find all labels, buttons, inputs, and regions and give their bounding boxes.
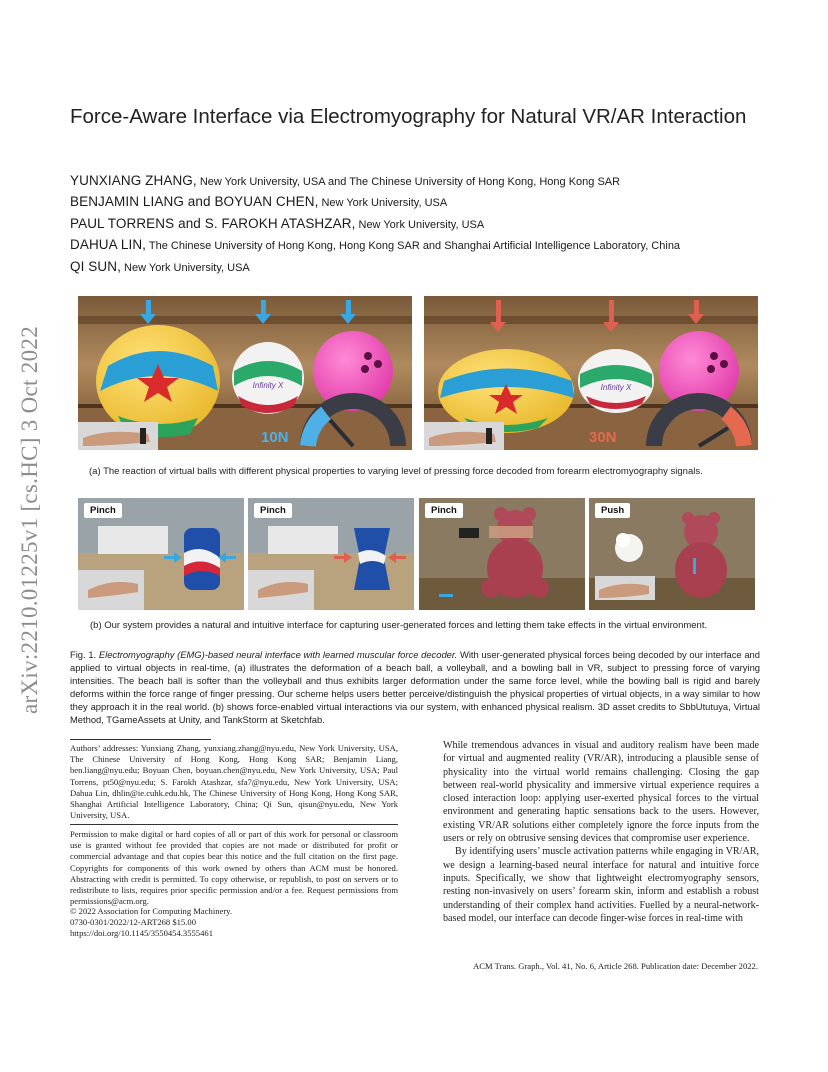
figure-1-caption (70, 648, 760, 727)
force-readout-low: 10N (261, 429, 289, 446)
figure-b-panel-2 (248, 498, 414, 610)
author-names: YUNXIANG ZHANG, (70, 173, 197, 188)
paper-title: Force-Aware Interface via Electromyography for Natural VR/AR Interaction (70, 105, 747, 128)
volleyball-label: Infinity X (600, 383, 632, 392)
author-names: PAUL TORRENS and S. FAROKH ATASHZAR, (70, 215, 356, 231)
running-footer: ACM Trans. Graph., Vol. 41, No. 6, Article 268. Publication date: December 2022. (473, 961, 758, 971)
ball-scene-low-force (78, 296, 412, 450)
doi-link[interactable]: https://doi.org/10.1145/3550454.3555461 (70, 928, 213, 938)
author-line (70, 192, 680, 213)
author-affiliation: New York University, USA (318, 197, 448, 210)
issn-line: 0730-0301/2022/12-ART268 $15.00 (70, 917, 196, 927)
ball-scene-high-force (424, 296, 758, 450)
footnote-rule (70, 739, 211, 740)
author-affiliation: New York University, USA (355, 218, 485, 231)
body-paragraph: While tremendous advances in visual and auditory realism have been made for virtual and augmented reality (VR/AR), introducing a plausible sense of physicality into the virtual world remains challenging. Closing the gap between real-world physicality and immersive virtual experience requires a closed interaction loop: applying user-exerted physical forces to the virtual environment and generating haptic sensations back to the users. However, existing VR/AR solutions either completely ignore the force inputs from the users or rely on obtrusive sensing devices that compromise user experience. (443, 740, 759, 845)
tag-pinch-2: Pinch (254, 503, 292, 518)
body-paragraph: By identifying users’ muscle activation patterns while engaging in VR/AR, we design a learning-based neural interface for natural and intuitive force inputs. Specifically, we show that lightweight electromyography sensors, resting non-invasively on users’ forearm skin, inform and establish a robust understanding of their complex hand activities. Fuelled by a neural-network-based model, our interface can decode finger-wise forces in real-time with (443, 846, 759, 924)
copyright-line: © 2022 Association for Computing Machinery. (70, 906, 233, 916)
author-list (70, 171, 680, 278)
author-names: BENJAMIN LIANG and BOYUAN CHEN, (70, 194, 319, 210)
tag-pinch-3: Pinch (425, 503, 463, 518)
author-names: DAHUA LIN, (70, 237, 147, 253)
figure-caption-text: With user-generated physical forces being decoded by our interface and applied to virtual objects in real-time, (a) illustrates the deformation of a beach ball, a volleyball, and a bowling ball in VR, subject to pressing force of varying intensities. The beach ball is softer than the volleyball and thus exhibits larger deformation under the same force level, while the bowling ball is rigid and barely deforms within the force range of finger pressing. Our scheme helps users better perceive/distinguish the physical properties of virtual objects, in a way similar to how they approach it in the real world. (b) shows force-enabled virtual interactions via our system, with enhanced physical realism. 3D asset credits to SbbUtutuya, Virtual Method, TGameAssets at Unity, and TankStorm at Sketchfab. (70, 649, 760, 726)
author-line (70, 257, 680, 278)
author-addresses: Authors’ addresses: Yunxiang Zhang, yunxiang.zhang@nyu.edu, New York University, USA, The Chinese University of Hong Kong, Hong Kong SAR; Benjamin Liang, ben.liang@nyu.edu; Boyuan Chen, boyuan.chen@nyu.edu, New York University, USA; Paul Torrens, pt50@nyu.edu; S. Farokh Atashzar, sfa7@nyu.edu, New York University, USA; Dahua Lin, dhlin@ie.cuhk.edu.hk, The Chinese University of Hong Kong, Hong Kong SAR, Shanghai Artificial Intelligence Laboratory, China; Qi Sun, qisun@nyu.edu, New York University, USA. (70, 743, 398, 821)
author-line (70, 214, 680, 235)
permission-notice: Permission to make digital or hard copies of all or part of this work for personal or classroom use is granted without fee provided that copies are not made or distributed for profit or commercial advantage and that copies bear this notice and the full citation on the first page. Copyrights for components of this work owned by others than ACM must be honored. Abstracting with credit is permitted. To copy otherwise, or republish, to post on servers or to redistribute to lists, requires prior specific permission and/or a fee. Request permissions from permissions@acm.org. (70, 829, 398, 907)
author-line (70, 171, 680, 192)
author-affiliation: New York University, USA and The Chinese University of Hong Kong, Hong Kong SAR (196, 176, 621, 188)
author-names: QI SUN, (70, 258, 121, 274)
tag-pinch-1: Pinch (84, 503, 122, 518)
figure-a-right-panel (424, 296, 758, 450)
figure-caption-italic: Electromyography (EMG)-based neural interface with learned muscular force decoder. (98, 649, 458, 660)
arxiv-stamp: arXiv:2210.01225v1 [cs.HC] 3 Oct 2022 (17, 326, 42, 714)
figure-b-panel-1 (78, 498, 244, 610)
figure-b-panel-3 (419, 498, 585, 610)
tag-push: Push (595, 503, 630, 518)
volleyball-label: Infinity X (252, 381, 284, 390)
figure-label: Fig. 1. (70, 649, 97, 660)
figure-b-caption: (b) Our system provides a natural and intuitive interface for capturing user-generated forces and letting them take effects in the virtual environment. (90, 620, 708, 631)
figure-a-caption: (a) The reaction of virtual balls with different physical properties to varying level of pressing force decoded from forearm electromyography signals. (89, 466, 703, 477)
author-affiliation: The Chinese University of Hong Kong, Hong Kong SAR and Shanghai Artificial Intelligence Laboratory, China (146, 240, 681, 253)
permission-rule (70, 824, 398, 825)
figure-a-left-panel (78, 296, 412, 450)
body-text (443, 739, 759, 925)
figure-b-panel-4 (589, 498, 755, 610)
author-affiliation: New York University, USA (120, 261, 250, 274)
author-line (70, 235, 680, 256)
force-readout-high: 30N (589, 429, 617, 446)
